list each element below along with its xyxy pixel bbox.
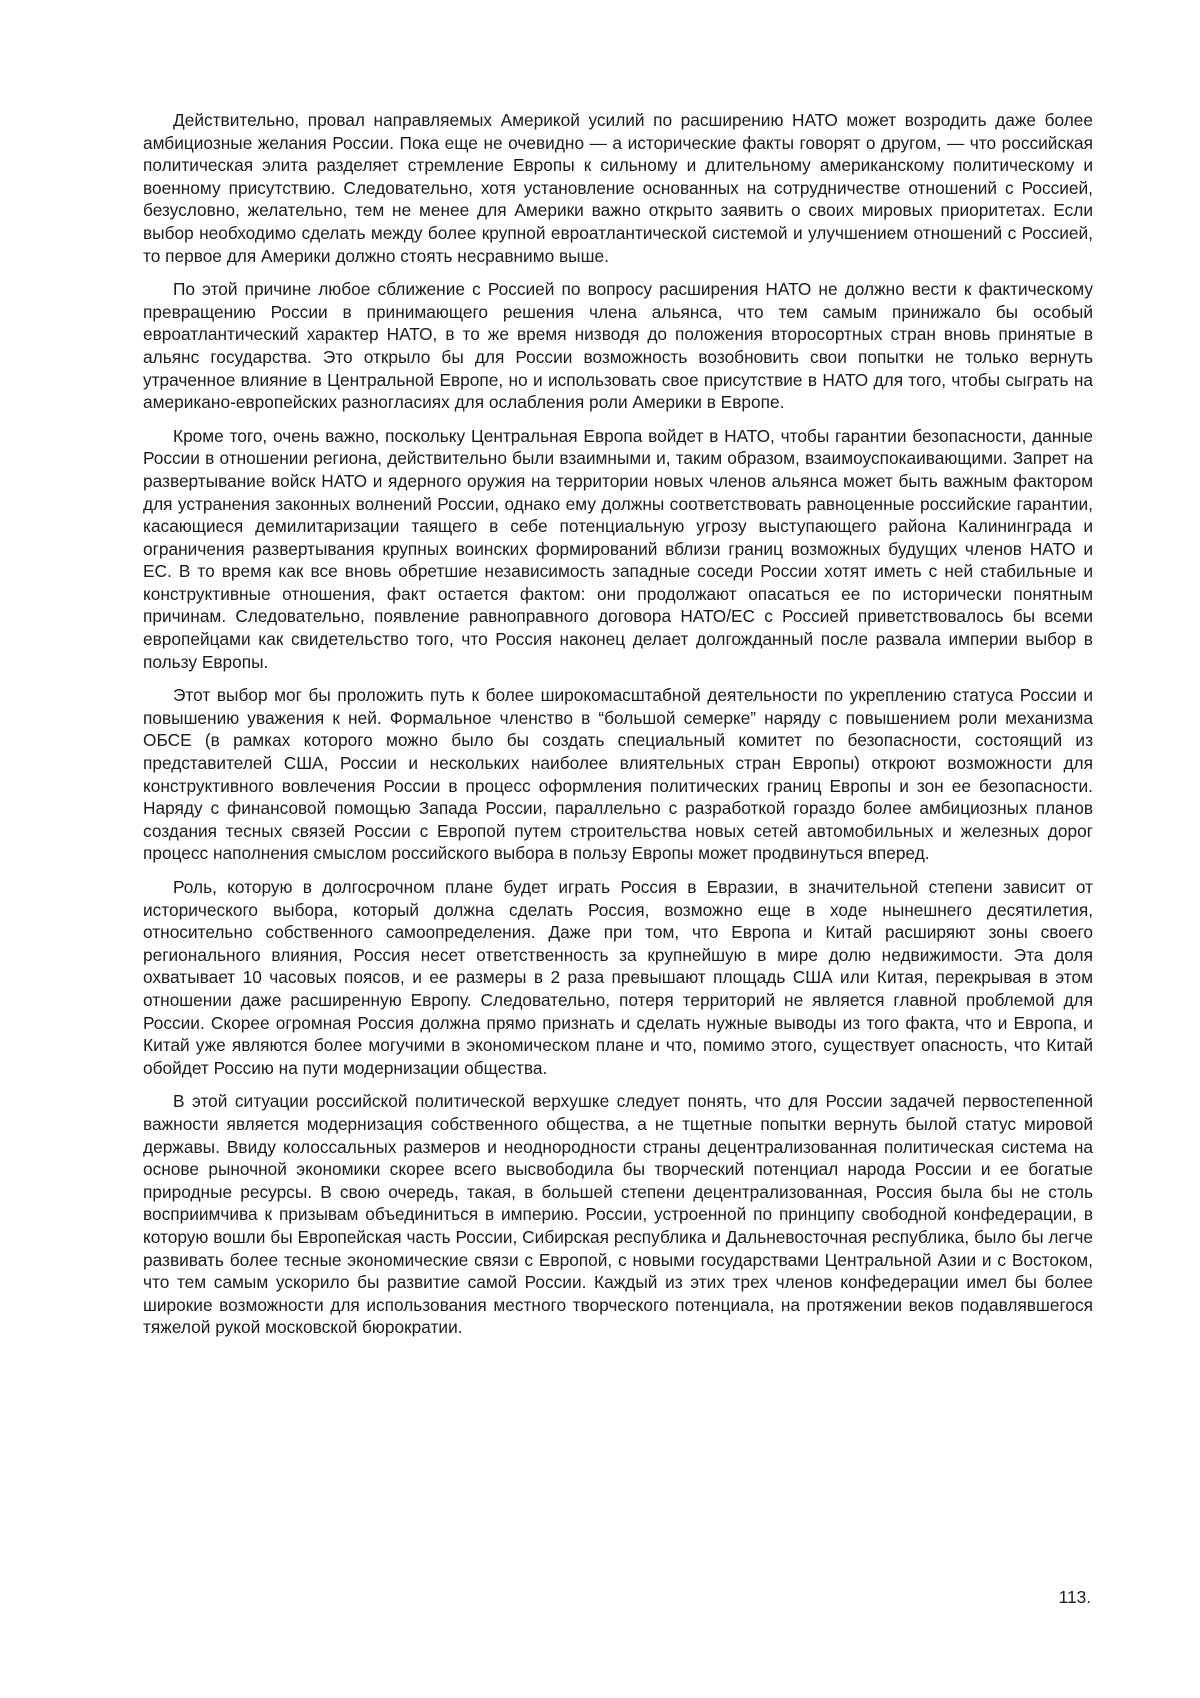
paragraph-4: Этот выбор мог бы проложить путь к более широкомасштабной деятельности по укреплению статуса России и повышению уважения к ней. Формальное членство в “большой семерке” наряду с повышением роли механизма ОБСЕ (в рамках которого можно было бы создать специальный комитет по безопасности, состоящий из представителей США, России и нескольких наиболее влиятельных стран Европы) откроют возможности для конструктивного вовлечения России в процесс оформления политических границ Европы и зон ее безопасности. Наряду с финансовой помощью Запада России, параллельно с разработкой гораздо более амбициозных планов создания тесных связей России с Европой путем строительства новых сетей автомобильных и железных дорог процесс наполнения смыслом российского выбора в пользу Европы может продвинуться вперед. bbox=[143, 685, 1093, 864]
paragraph-2: По этой причине любое сближение с Россией по вопросу расширения НАТО не должно вести к фактическому превращению России в принимающего решения члена альянса, что тем самым принижало бы особый евроатлантический характер НАТО, в то же время низводя до положения второсортных стран вновь принятые в альянс государства. Это открыло бы для России возможность возобновить свои попытки не только вернуть утраченное влияние в Центральной Европе, но и использовать свое присутствие в НАТО для того, чтобы сыграть на американо-европейских разногласиях для ослабления роли Америки в Европе. bbox=[143, 279, 1093, 413]
paragraph-1: Действительно, провал направляемых Америкой усилий по расширению НАТО может возродить даже более амбициозные желания России. Пока еще не очевидно — а исторические факты говорят о другом, — что российская политическая элита разделяет стремление Европы к сильному и длительному американскому политическому и военному присутствию. Следовательно, хотя установление основанных на сотрудничестве отношений с Россией, безусловно, желательно, тем не менее для Америки важно открыто заявить о своих мировых приоритетах. Если выбор необходимо сделать между более крупной евроатлантической системой и улучшением отношений с Россией, то первое для Америки должно стоять несравнимо выше. bbox=[143, 110, 1093, 266]
body-text bbox=[143, 109, 1093, 1350]
page-number: 113. bbox=[1058, 1587, 1091, 1607]
paragraph-3: Кроме того, очень важно, поскольку Центральная Европа войдет в НАТО, чтобы гарантии безопасности, данные России в отношении региона, действительно были взаимными и, таким образом, взаимоуспокаивающими. Запрет на развертывание войск НАТО и ядерного оружия на территории новых членов альянса может быть важным фактором для устранения законных волнений России, однако ему должны соответствовать равноценные российские гарантии, касающиеся демилитаризации таящего в себе потенциальную угрозу выступающего района Калининграда и ограничения развертывания крупных воинских формирований вблизи границ возможных будущих членов НАТО и ЕС. В то время как все вновь обретшие независимость западные соседи России хотят иметь с ней стабильные и конструктивные отношения, факт остается фактом: они продолжают опасаться ее по исторически понятным причинам. Следовательно, появление равноправного договора НАТО/ЕС с Россией приветствовалось бы всеми европейцами как свидетельство того, что Россия наконец делает долгожданный после развала империи выбор в пользу Европы. bbox=[143, 425, 1093, 672]
paragraph-6: В этой ситуации российской политической верхушке следует понять, что для России задачей первостепенной важности является модернизация собственного общества, а не тщетные попытки вернуть былой статус мировой державы. Ввиду колоссальных размеров и неоднородности страны децентрализованная политическая система на основе рыночной экономики скорее всего высвободила бы творческий потенциал народа России и ее богатые природные ресурсы. В свою очередь, такая, в большей степени децентрализованная, Россия была бы не столь восприимчива к призывам объединиться в империю. России, устроенной по принципу свободной конфедерации, в которую вошли бы Европейская часть России, Сибирская республика и Дальневосточная республика, было бы легче развивать более тесные экономические связи с Европой, с новыми государствами Центральной Азии и с Востоком, что тем самым ускорило бы развитие самой России. Каждый из этих трех членов конфедерации имел бы более широкие возможности для использования местного творческого потенциала, на протяжении веков подавлявшегося тяжелой рукой московской бюрократии. bbox=[143, 1091, 1093, 1338]
paragraph-5: Роль, которую в долгосрочном плане будет играть Россия в Евразии, в значительной степени зависит от исторического выбора, который должна сделать Россия, возможно еще в ходе нынешнего десятилетия, относительно собственного самоопределения. Даже при том, что Европа и Китай расширяют зоны своего регионального влияния, Россия несет ответственность за крупнейшую в мире долю недвижимости. Эта доля охватывает 10 часовых поясов, и ее размеры в 2 раза превышают площадь США или Китая, перекрывая в этом отношении даже расширенную Европу. Следовательно, потеря территорий не является главной проблемой для России. Скорее огромная Россия должна прямо признать и сделать нужные выводы из того факта, что и Европа, и Китай уже являются более могучими в экономическом плане и что, помимо этого, существует опасность, что Китай обойдет Россию на пути модернизации общества. bbox=[143, 877, 1093, 1078]
